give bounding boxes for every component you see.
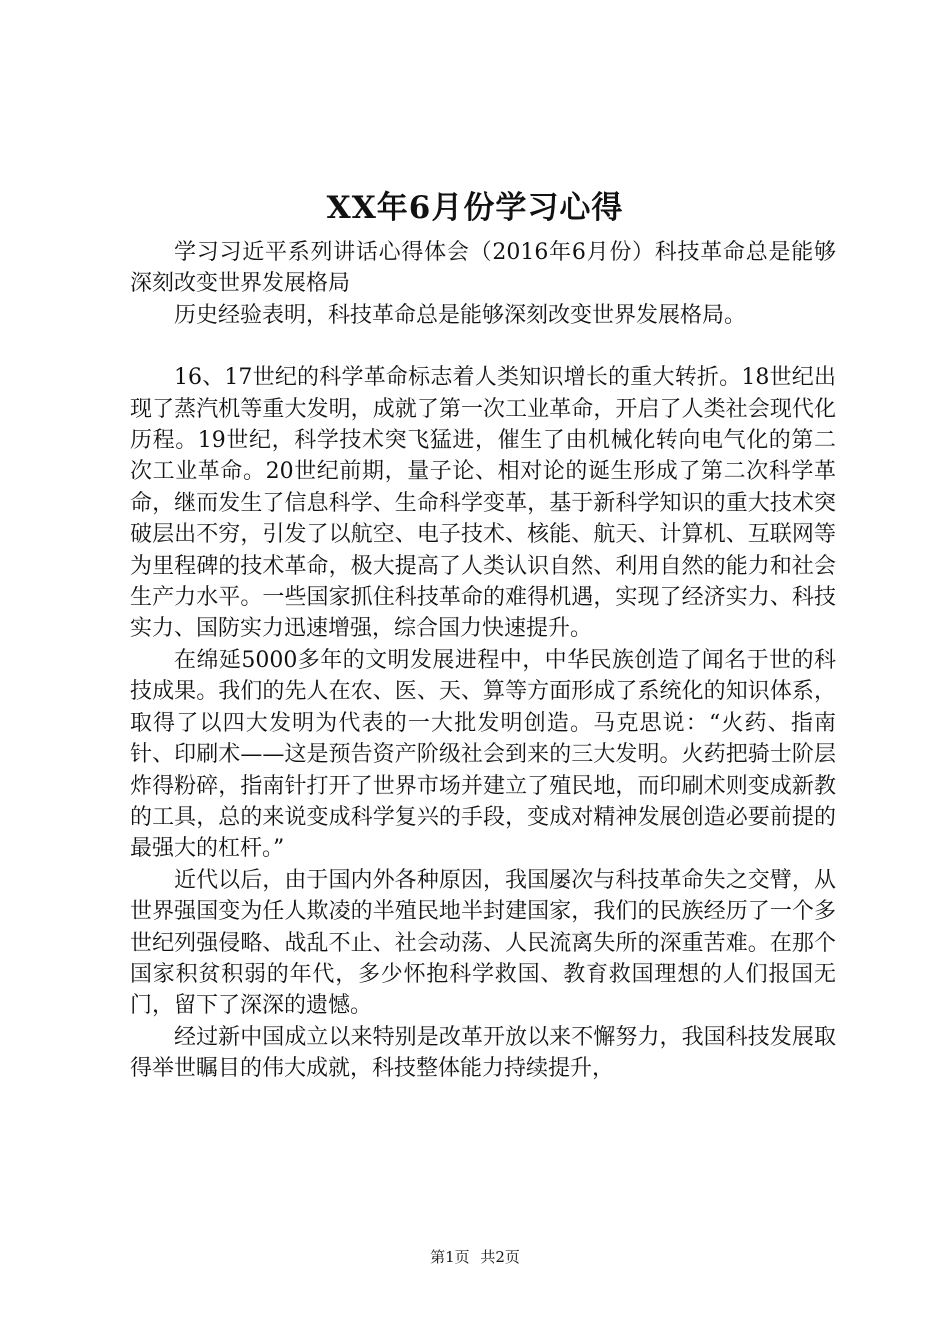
paragraph-history: 16、17世纪的科学革命标志着人类知识增长的重大转折。18世纪出现了蒸汽机等重大发明，成就了第一次工业革命，开启了人类社会现代化历程。19世纪，科学技术突飞猛进，催生了由机械化转向电气化的第二次工业革命。20世纪前期，量子论、相对论的诞生形成了第二次科学革命，继而发生了信息科学、生命科学变革，基于新科学知识的重大技术突破层出不穷，引发了以航空、电子技术、核能、航天、计算机、互联网等为里程碑的技术革命，极大提高了人类认识自然、利用自然的能力和社会生产力水平。一些国家抓住科技革命的难得机遇，实现了经济实力、科技实力、国防实力迅速增强，综合国力快速提升。 [130, 365, 836, 642]
paragraph-modern-era: 近代以后，由于国内外各种原因，我国屡次与科技革命失之交臂，从世界强国变为任人欺凌的半殖民地半封建国家，我们的民族经历了一个多世纪列强侵略、战乱不止、社会动荡、人民流离失所的深重苦难。在那个国家积贫积弱的年代，多少怀抱科学救国、教育救国理想的人们报国无门，留下了深深的遗憾。 [130, 867, 836, 1019]
paragraph-intro: 历史经验表明，科技革命总是能够深刻改变世界发展格局。 [174, 302, 747, 328]
paragraph-new-china: 经过新中国成立以来特别是改革开放以来不懈努力，我国科技发展取得举世瞩目的伟大成就，科技整体能力持续提升， [130, 1024, 836, 1082]
document-title: XX年6月份学习心得 [326, 190, 624, 226]
paragraph-china-achievements: 在绵延5000多年的文明发展进程中，中华民族创造了闻名于世的科技成果。我们的先人在农、医、天、算等方面形成了系统化的知识体系，取得了以四大发明为代表的一大批发明创造。马克思说：“火药、指南针、印刷术——这是预告资产阶级社会到来的三大发明。火药把骑士阶层炸得粉碎，指南针打开了世界市场并建立了殖民地，而印刷术则变成新教的工具，总的来说变成科学复兴的手段，变成对精神发展创造必要前提的最强大的杠杆。” [130, 647, 836, 862]
paragraph-spacer [130, 331, 836, 362]
page-total: 共2页 [480, 1248, 520, 1266]
page-number: 第1页 [430, 1248, 470, 1266]
document-body [130, 237, 836, 1085]
page-footer [0, 1247, 950, 1267]
paragraph-subtitle: 学习习近平系列讲话心得体会（2016年6月份）科技革命总是能够深刻改变世界发展格局 [130, 240, 836, 297]
